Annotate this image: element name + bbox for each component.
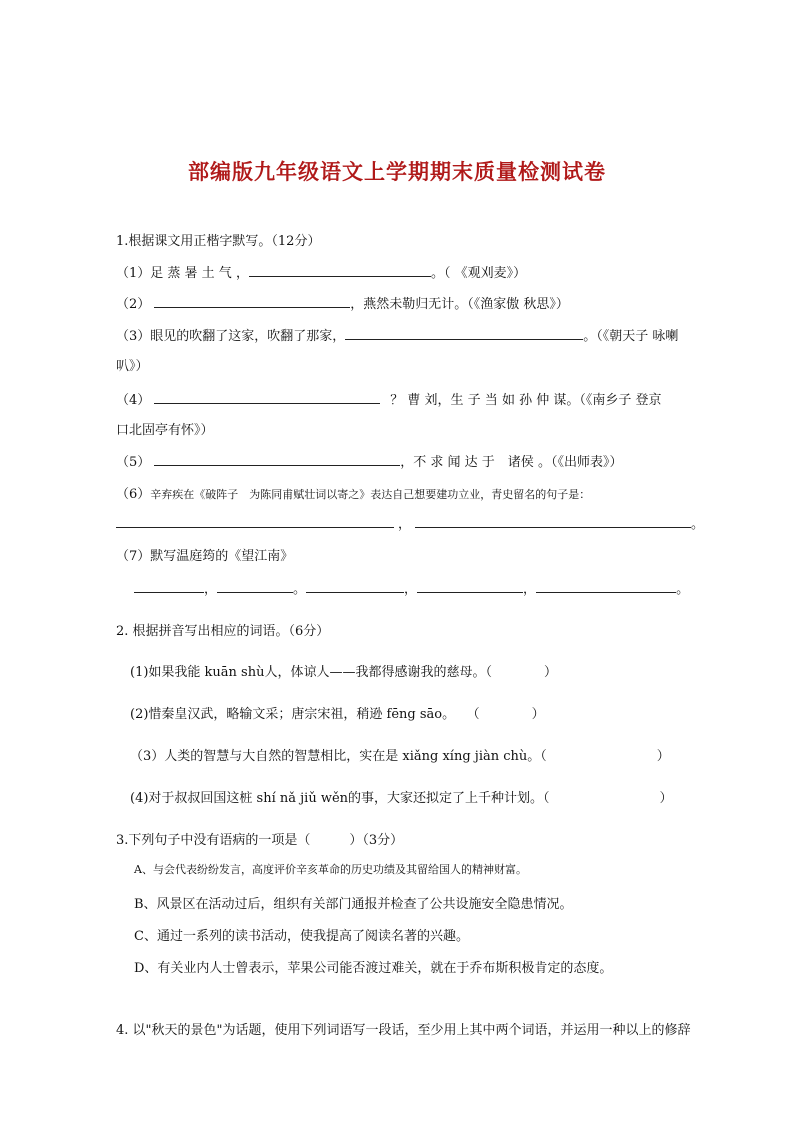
q4-text: 4. 以"秋天的景色"为话题，使用下列词语写一段话，至少用上其中两个词语，并运用一种以上的修辞 [116,1023,691,1038]
item-number: （6） [116,487,151,502]
item-number: （3） [116,329,151,344]
close-paren: ） [543,665,557,680]
close-paren: ） [656,749,670,764]
separator: ， [523,582,537,597]
answer-blank[interactable] [249,263,431,277]
answer-blank[interactable] [116,514,394,528]
close-paren: ） [659,791,673,806]
item-text: 辛弃疾在《破阵子 为陈同甫赋壮词以寄之》表达自己想要建功立业，青史留名的句子是： [150,488,591,501]
q3-option-d[interactable]: D、有关业内人士曾表示，苹果公司能否渡过难关，就在于乔布斯积极肯定的态度。 [134,961,613,976]
item-number: （4） [116,393,151,408]
item-suffix: 。（ 《观刈麦》） [430,266,527,281]
q2-item-3 [130,745,670,764]
q2-item-1 [130,661,557,680]
q3-option-c[interactable]: C、通过一系列的读书活动，使我提高了阅读名著的兴趣。 [134,929,469,944]
answer-blank[interactable] [345,326,583,340]
answer-blank[interactable] [154,294,350,308]
answer-blank[interactable] [417,579,523,593]
page-title: 部编版九年级语文上学期期末质量检测试卷 [188,160,606,184]
q1-item-7-answers [134,578,689,597]
item-number: （5） [116,455,151,470]
q1-item-4 [116,389,661,408]
item-text: (1)如果我能 kuān shù人，体谅人——我都得感谢我的慈母。（ [130,665,492,680]
item-number: （2） [116,297,151,312]
item-suffix: ，不 求 闻 达 于 诸侯 。（《出师表》） [400,455,623,470]
answer-blank[interactable] [306,579,404,593]
separator: ， [398,517,412,532]
q1-item-1 [116,262,526,281]
q1-heading: 1.根据课文用正楷字默写。（12分） [116,234,321,249]
answer-blank[interactable] [154,390,380,404]
q1-item-7 [116,545,293,564]
q2-item-2 [130,703,545,722]
end-mark: 。 [691,517,705,532]
answer-blank[interactable] [536,579,676,593]
item-suffix: ？ 曹 刘，生 子 当 如 孙 仲 谋。（《南乡子 登京 [390,393,662,408]
close-paren: ） [531,707,545,722]
item-text: (4)对于叔叔回国这桩 shí nǎ jiǔ wěn的事，大家还拟定了上千种计划。（ [130,791,550,806]
q3-heading: 3.下列句子中没有语病的一项是（ ）（3分） [116,833,404,848]
separator: ， [404,582,418,597]
q1-item-6-answers [116,513,704,532]
item-prefix: 足 蒸 暑 土 气 ， [150,266,249,281]
q1-item-3 [116,325,678,344]
item-suffix: 。（《朝天子 咏喇 [583,329,679,344]
item-text: (2)惜秦皇汉武，略输文采；唐宗宋祖，稍逊 fēng sāo。 [130,707,456,722]
q2-heading: 2. 根据拼音写出相应的词语。（6分） [116,624,330,639]
answer-blank[interactable] [415,514,691,528]
q3-option-a[interactable]: A、与会代表纷纷发言，高度评价辛亥革命的历史功绩及其留给国人的精神财富。 [134,863,527,876]
item-number: （1） [116,266,151,281]
q1-item-2 [116,293,569,312]
answer-blank[interactable] [154,452,400,466]
item-text: （3）人类的智慧与大自然的智慧相比，实在是 xiǎng xíng jiàn chù。（ [130,749,547,764]
separator: ， [204,582,218,597]
item-prefix: 眼见的吹翻了这家，吹翻了那家， [150,329,346,344]
answer-blank[interactable] [217,579,293,593]
q1-item-3-continuation: 叭》） [116,359,149,374]
q1-item-6 [116,483,590,502]
item-text: 默写温庭筠的《望江南》 [150,549,294,564]
item-number: （7） [116,549,151,564]
open-paren: （ [473,707,480,722]
separator: 。 [293,582,307,597]
item-suffix: ，燕然未勒归无计。（《渔家傲 秋思》） [350,297,569,312]
q1-item-5 [116,451,622,470]
q1-item-4-continuation: 口北固亭有怀》） [116,423,214,438]
end-mark: 。 [676,582,690,597]
answer-blank[interactable] [134,579,204,593]
q3-option-b[interactable]: B、风景区在活动过后，组织有关部门通报并检查了公共设施安全隐患情况。 [134,897,573,912]
q2-item-4 [130,787,673,806]
